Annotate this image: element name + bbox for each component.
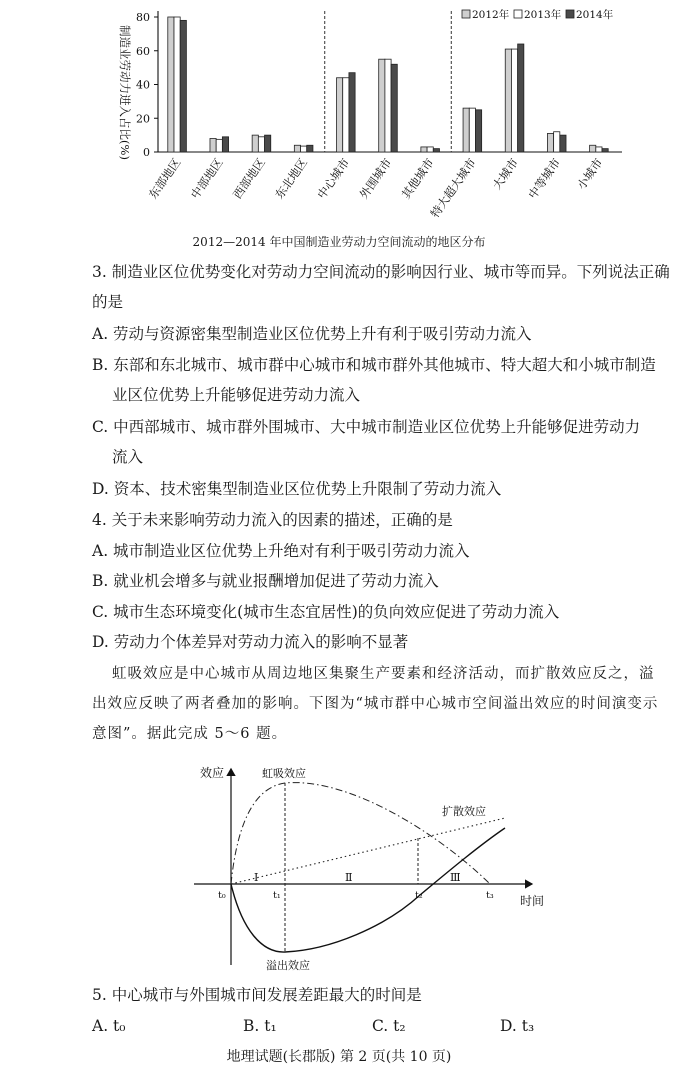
q3-option-a: A. 劳动与资源密集型制造业区位优势上升有利于吸引劳动力流入 — [92, 325, 532, 343]
bar — [180, 20, 186, 152]
t0-label: t₀ — [218, 890, 226, 901]
region-1-label: Ⅰ — [254, 871, 259, 884]
bar — [596, 147, 602, 152]
category-label: 外围城市 — [356, 155, 395, 202]
category-label: 中等城市 — [525, 155, 564, 202]
q5-option-a: A. t₀ — [92, 1017, 126, 1035]
y-tick-label: 40 — [136, 78, 150, 92]
bar — [511, 49, 517, 152]
bar — [391, 64, 397, 152]
bar — [252, 135, 258, 152]
bar — [560, 135, 566, 152]
bar — [168, 17, 174, 152]
category-label: 中部地区 — [187, 155, 226, 202]
q5-option-d: D. t₃ — [500, 1017, 535, 1035]
chart-caption: 2012—2014 年中国制造业劳动力空间流动的地区分布 — [192, 235, 486, 249]
category-label: 东部地区 — [145, 155, 184, 202]
legend-swatch — [566, 10, 574, 18]
passage-line1: 虹吸效应是中心城市从周边地区集聚生产要素和经济活动，而扩散效应反之，溢 — [112, 666, 655, 682]
y-tick-label: 80 — [136, 11, 150, 24]
bar — [547, 133, 553, 152]
bar — [590, 145, 596, 152]
bar — [210, 139, 216, 153]
q3-option-b-line2: 业区位优势上升能够促进劳动力流入 — [112, 386, 361, 404]
q5-option-c: C. t₂ — [372, 1017, 406, 1035]
category-label: 特大超大城市 — [427, 155, 479, 221]
bar — [265, 135, 271, 152]
category-label: 中心城市 — [314, 155, 353, 202]
y-tick-label: 20 — [136, 112, 150, 126]
legend-label: 2014年 — [576, 9, 614, 21]
bar — [463, 108, 469, 152]
bar — [385, 59, 391, 152]
q3-stem-line2: 的是 — [92, 293, 124, 311]
t1-label: t₁ — [273, 890, 281, 901]
bar — [343, 78, 349, 152]
bar — [301, 146, 307, 152]
bar — [427, 147, 433, 152]
q3-stem-line1: 3. 制造业区位优势变化对劳动力空间流动的影响因行业、城市等而异。下列说法正确 — [92, 263, 670, 281]
passage-line2: 出效应反映了两者叠加的影响。下图为“城市群中心城市空间溢出效应的时间演变示 — [92, 696, 659, 712]
spillover-label: 溢出效应 — [266, 959, 310, 972]
region-2-label: Ⅱ — [345, 871, 353, 884]
q5-stem: 5. 中心城市与外围城市间发展差距最大的时间是 — [92, 986, 422, 1004]
bar — [222, 137, 228, 152]
legend-label: 2013年 — [524, 9, 562, 21]
q4-option-b: B. 就业机会增多与就业报酬增加促进了劳动力流入 — [92, 572, 439, 590]
bar — [216, 139, 222, 152]
spillover-diagram — [180, 755, 560, 980]
q4-option-d: D. 劳动力个体差异对劳动力流入的影响不显著 — [92, 633, 409, 651]
bar — [475, 110, 481, 152]
q3-option-b-line1: B. 东部和东北城市、城市群中心城市和城市群外其他城市、特大超大和小城市制造 — [92, 356, 656, 374]
category-label: 东北地区 — [272, 155, 311, 202]
category-label: 大城市 — [489, 155, 522, 192]
bar — [307, 145, 313, 152]
legend-swatch — [462, 10, 470, 18]
page-footer: 地理试题(长郡版) 第 2 页(共 10 页) — [226, 1049, 452, 1065]
siphon-label: 虹吸效应 — [262, 767, 306, 780]
t3-label: t₃ — [486, 890, 494, 901]
category-label: 小城市 — [574, 155, 606, 192]
q4-stem: 4. 关于未来影响劳动力流入的因素的描述，正确的是 — [92, 511, 453, 529]
q5-option-b: B. t₁ — [243, 1017, 277, 1035]
diffusion-effect-line — [231, 818, 505, 884]
bar — [602, 149, 608, 152]
category-label: 其他城市 — [398, 155, 437, 202]
legend-swatch — [514, 10, 522, 18]
bar — [421, 147, 427, 152]
bar — [294, 145, 300, 152]
y-axis-label: 效应 — [200, 766, 225, 780]
bar — [379, 59, 385, 152]
q3-option-c-line2: 流入 — [112, 448, 144, 466]
y-tick-label: 0 — [143, 146, 150, 159]
chart-y-axis-label: 制造业劳动力进入占比(%) — [118, 25, 132, 160]
q3-option-c-line1: C. 中西部城市、城市群外围城市、大中城市制造业区位优势上升能够促进劳动力 — [92, 418, 641, 436]
bar — [349, 73, 355, 152]
bar — [174, 17, 180, 152]
diffusion-label: 扩散效应 — [442, 805, 486, 818]
q3-option-d: D. 资本、技术密集型制造业区位优势上升限制了劳动力流入 — [92, 480, 502, 498]
bar — [518, 44, 524, 152]
bar — [469, 108, 475, 152]
q4-option-c: C. 城市生态环境变化(城市生态宜居性)的负向效应促进了劳动力流入 — [92, 603, 560, 621]
labor-flow-bar-chart — [0, 0, 678, 240]
passage-line3: 意图”。据此完成 5～6 题。 — [92, 726, 288, 742]
y-tick-label: 60 — [136, 44, 150, 58]
category-label: 西部地区 — [230, 155, 268, 202]
bar — [554, 132, 560, 152]
bar — [337, 78, 343, 152]
legend-label: 2012年 — [472, 9, 510, 21]
bar — [258, 137, 264, 152]
q4-option-a: A. 城市制造业区位优势上升绝对有利于吸引劳动力流入 — [92, 542, 470, 560]
x-axis-label: 时间 — [520, 894, 545, 908]
t2-label: t₂ — [415, 890, 423, 901]
region-3-label: Ⅲ — [450, 871, 461, 884]
bar — [433, 149, 439, 152]
bar — [505, 49, 511, 152]
